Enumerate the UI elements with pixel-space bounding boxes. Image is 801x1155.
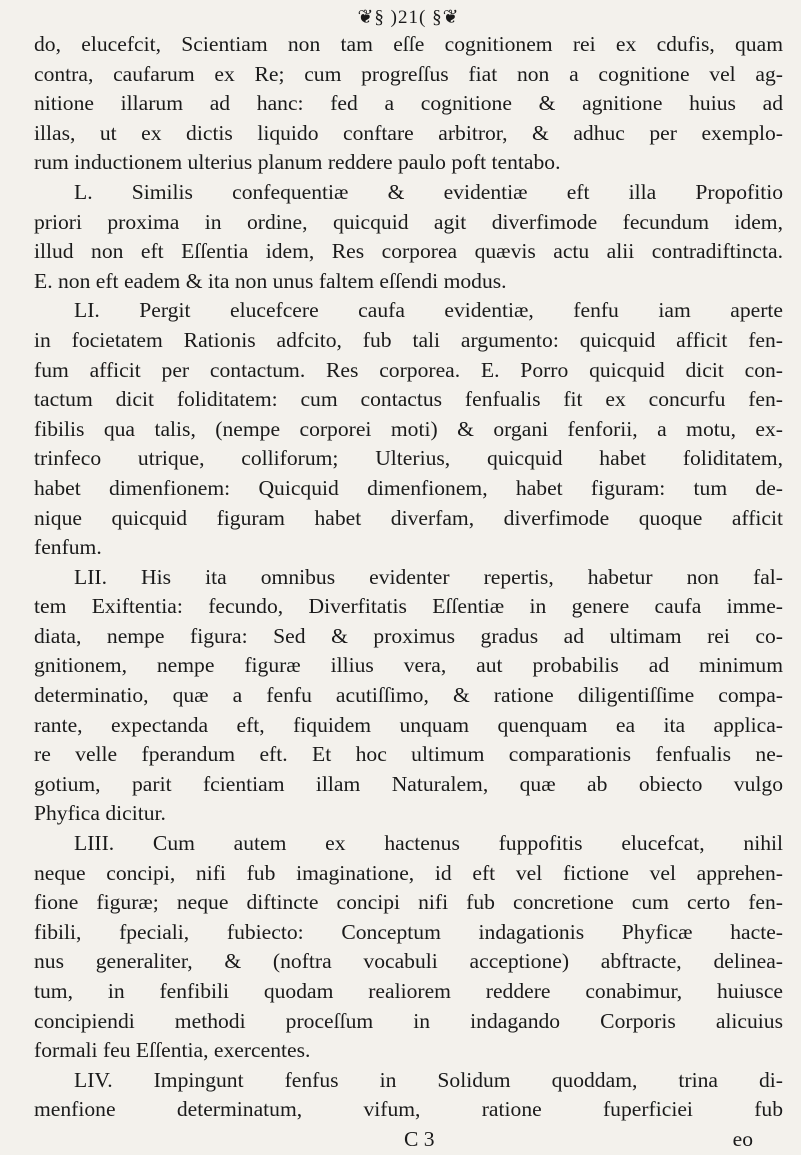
text-line: gotium, parit fcientiam illam Naturalem, quæ ab obiecto vulgo [34, 771, 783, 796]
text-line: nus generaliter, & (noftra vocabuli acceptione) abftracte, delinea- [34, 949, 783, 974]
text-line: illas, ut ex dictis liquido conftare arbitror, & adhuc per exemplo- [34, 120, 783, 145]
text-line: rum inductionem ulterius planum reddere paulo poft tentabo. [34, 150, 561, 175]
text-line: fibili, fpeciali, fubiecto: Conceptum indagationis Phyficæ hacte- [34, 919, 783, 944]
text-line: illud non eft Eſſentia idem, Res corporea quævis actu alii contradiftincta. [34, 239, 783, 264]
text-line: fenfum. [34, 535, 102, 560]
text-line: neque concipi, nifi fub imaginatione, id eft vel fictione vel apprehen- [34, 860, 783, 885]
text-line: LIV. Impingunt fenfus in Solidum quoddam, trina di- [74, 1067, 783, 1092]
body-text [34, 30, 783, 1125]
text-line: priori proxima in ordine, quicquid agit diverfimode fecundum idem, [34, 209, 783, 234]
text-line: contra, caufarum ex Re; cum progreſſus fiat non a cognitione vel ag- [34, 61, 783, 86]
text-line: nique quicquid figuram habet diverfam, diverfimode quoque afficit [34, 505, 783, 530]
text-line: tactum dicit foliditatem: cum contactus fenfualis fit ex concurfu fen- [34, 387, 783, 412]
text-line: habet dimenfionem: Quicquid dimenfionem, habet figuram: tum de- [34, 475, 783, 500]
text-line: rante, expectanda eft, fiquidem unquam quenquam ea ita applica- [34, 712, 783, 737]
page-number: 21 [398, 7, 419, 28]
text-line: trinfeco utrique, colliforum; Ulterius, quicquid habet foliditatem, [34, 446, 783, 471]
text-line: tum, in fenfibili quodam realiorem reddere conabimur, huiusce [34, 979, 783, 1003]
text-line: formali feu Eſſentia, exercentes. [34, 1038, 311, 1063]
text-line: Phyfica dicitur. [34, 801, 166, 826]
text-line: do, elucefcit, Scientiam non tam eſſe cognitionem rei ex cdufis, quam [34, 32, 783, 56]
text-line: in focietatem Rationis adfcito, fub tali argumento: quicquid afficit fen- [34, 327, 783, 352]
text-line: gnitionem, nempe figuræ illius vera, aut probabilis ad minimum [34, 653, 783, 678]
text-line: concipiendi methodi proceſſum in indagando Corporis alicuius [34, 1008, 783, 1033]
text-line: LI. Pergit elucefcere caufa evidentiæ, fenfu iam aperte [74, 298, 783, 323]
text-line: tem Exiftentia: fecundo, Diverfitatis Eſſentiæ in genere caufa imme- [34, 594, 783, 619]
text-line: re velle fperandum eft. Et hoc ultimum comparationis fenfualis ne- [34, 742, 783, 767]
text-line: nitione illarum ad hanc: fed a cognitione & agnitione huius ad [34, 91, 783, 116]
catchword: eo [732, 1126, 753, 1151]
text-line: determinatio, quæ a fenfu acutiſſimo, & ratione diligentiſſime compa- [34, 683, 783, 708]
text-line: L. Similis confequentiæ & evidentiæ eft illa Propofitio [74, 179, 783, 204]
page-footer [34, 1125, 783, 1155]
ornament-left: ❦§ ) [357, 7, 398, 28]
text-line: diata, nempe figura: Sed & proximus gradus ad ultimam rei co- [34, 623, 783, 648]
ornament-right: ( §❦ [419, 7, 460, 28]
running-head [34, 6, 783, 30]
text-line: fibilis qua talis, (nempe corporei moti) & organi fenforii, a motu, ex- [34, 416, 783, 441]
text-line: fum afficit per contactum. Res corporea. E. Porro quicquid dicit con- [34, 357, 783, 382]
text-line: E. non eft eadem & ita non unus faltem eſſendi modus. [34, 268, 507, 293]
text-line: LIII. Cum autem ex hactenus fuppofitis elucefcat, nihil [74, 831, 783, 856]
text-line: LII. His ita omnibus evidenter repertis, habetur non fal- [74, 564, 783, 589]
text-line: fione figuræ; neque diftincte concipi nifi fub concretione cum certo fen- [34, 890, 783, 915]
signature-mark: C 3 [404, 1126, 435, 1151]
text-line: menfione determinatum, vifum, ratione fuperficiei fub [34, 1097, 783, 1122]
